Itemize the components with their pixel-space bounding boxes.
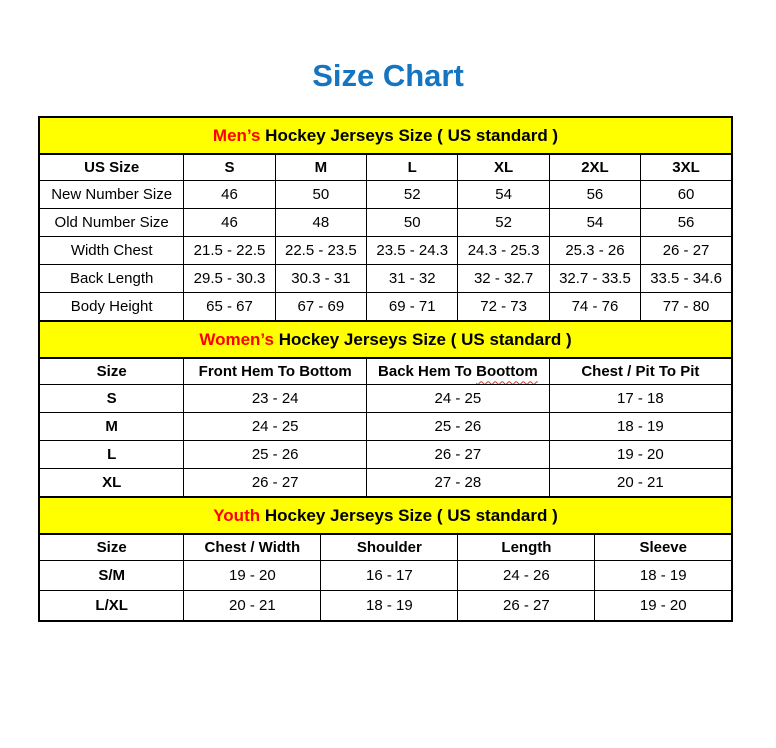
youth-header-row bbox=[39, 534, 732, 561]
table-cell: 24.3 - 25.3 bbox=[458, 237, 549, 265]
table-cell: 27 - 28 bbox=[367, 469, 550, 498]
table-cell: 54 bbox=[549, 209, 640, 237]
size-tables bbox=[38, 116, 733, 622]
table-cell: 24 - 25 bbox=[184, 413, 367, 441]
row-label: New Number Size bbox=[39, 181, 184, 209]
table-cell: 20 - 21 bbox=[549, 469, 732, 498]
youth-size-table bbox=[38, 496, 733, 622]
table-cell: 60 bbox=[641, 181, 732, 209]
table-cell: 46 bbox=[184, 209, 275, 237]
row-label: Old Number Size bbox=[39, 209, 184, 237]
mens-header-cell: XL bbox=[458, 154, 549, 181]
table-cell: 77 - 80 bbox=[641, 293, 732, 322]
table-row bbox=[39, 561, 732, 591]
table-cell: 26 - 27 bbox=[367, 441, 550, 469]
mens-header-cell: 3XL bbox=[641, 154, 732, 181]
youth-banner-highlight: Youth bbox=[213, 505, 261, 525]
mens-banner bbox=[39, 117, 732, 154]
row-label: S bbox=[39, 385, 184, 413]
table-cell: 23 - 24 bbox=[184, 385, 367, 413]
table-cell: 50 bbox=[275, 181, 366, 209]
table-cell: 26 - 27 bbox=[641, 237, 732, 265]
table-cell: 25 - 26 bbox=[367, 413, 550, 441]
mens-header-cell: M bbox=[275, 154, 366, 181]
table-cell: 32.7 - 33.5 bbox=[549, 265, 640, 293]
youth-header-cell: Sleeve bbox=[595, 534, 732, 561]
table-row bbox=[39, 293, 732, 322]
table-cell: 65 - 67 bbox=[184, 293, 275, 322]
size-chart-page bbox=[0, 56, 776, 622]
table-cell: 21.5 - 22.5 bbox=[184, 237, 275, 265]
row-label: Back Length bbox=[39, 265, 184, 293]
table-cell: 31 - 32 bbox=[367, 265, 458, 293]
mens-header-cell: US Size bbox=[39, 154, 184, 181]
row-label: XL bbox=[39, 469, 184, 498]
mens-header-cell: 2XL bbox=[549, 154, 640, 181]
table-cell: 46 bbox=[184, 181, 275, 209]
table-cell: 23.5 - 24.3 bbox=[367, 237, 458, 265]
mens-header-cell: L bbox=[367, 154, 458, 181]
youth-header-cell: Length bbox=[458, 534, 595, 561]
table-cell: 52 bbox=[458, 209, 549, 237]
table-cell: 19 - 20 bbox=[549, 441, 732, 469]
table-row bbox=[39, 441, 732, 469]
table-cell: 25 - 26 bbox=[184, 441, 367, 469]
table-cell: 19 - 20 bbox=[184, 561, 321, 591]
table-row bbox=[39, 591, 732, 622]
mens-banner-highlight: Men’s bbox=[212, 125, 261, 145]
table-row bbox=[39, 237, 732, 265]
table-cell: 18 - 19 bbox=[549, 413, 732, 441]
table-cell: 52 bbox=[367, 181, 458, 209]
table-cell: 54 bbox=[458, 181, 549, 209]
womens-header-cell: Front Hem To Bottom bbox=[184, 358, 367, 385]
womens-banner-row bbox=[39, 321, 732, 358]
womens-header-row bbox=[39, 358, 732, 385]
table-row bbox=[39, 209, 732, 237]
table-cell: 18 - 19 bbox=[321, 591, 458, 622]
row-label: Width Chest bbox=[39, 237, 184, 265]
table-cell: 30.3 - 31 bbox=[275, 265, 366, 293]
womens-banner-highlight: Women’s bbox=[199, 329, 274, 349]
table-cell: 56 bbox=[549, 181, 640, 209]
youth-banner-row bbox=[39, 497, 732, 534]
table-cell: 69 - 71 bbox=[367, 293, 458, 322]
row-label: L bbox=[39, 441, 184, 469]
table-cell: 20 - 21 bbox=[184, 591, 321, 622]
mens-banner-row bbox=[39, 117, 732, 154]
youth-header-cell: Chest / Width bbox=[184, 534, 321, 561]
row-label: M bbox=[39, 413, 184, 441]
table-row bbox=[39, 469, 732, 498]
table-cell: 18 - 19 bbox=[595, 561, 732, 591]
mens-banner-text: Hockey Jerseys Size ( US standard ) bbox=[260, 125, 559, 145]
table-cell: 26 - 27 bbox=[184, 469, 367, 498]
page-title: Size Chart bbox=[312, 58, 464, 93]
table-cell: 24 - 25 bbox=[367, 385, 550, 413]
row-label: L/XL bbox=[39, 591, 184, 622]
table-cell: 24 - 26 bbox=[458, 561, 595, 591]
table-cell: 16 - 17 bbox=[321, 561, 458, 591]
table-cell: 26 - 27 bbox=[458, 591, 595, 622]
womens-header-cell: Chest / Pit To Pit bbox=[549, 358, 732, 385]
table-cell: 22.5 - 23.5 bbox=[275, 237, 366, 265]
table-row bbox=[39, 385, 732, 413]
table-cell: 56 bbox=[641, 209, 732, 237]
row-label: S/M bbox=[39, 561, 184, 591]
womens-banner-text: Hockey Jerseys Size ( US standard ) bbox=[273, 329, 572, 349]
youth-header-cell: Shoulder bbox=[321, 534, 458, 561]
mens-header-cell: S bbox=[184, 154, 275, 181]
womens-size-table bbox=[38, 320, 733, 498]
table-cell: 17 - 18 bbox=[549, 385, 732, 413]
table-cell: 33.5 - 34.6 bbox=[641, 265, 732, 293]
table-cell: 25.3 - 26 bbox=[549, 237, 640, 265]
womens-header-cell: Size bbox=[39, 358, 184, 385]
table-cell: 74 - 76 bbox=[549, 293, 640, 322]
misspelled-word: Boottom bbox=[476, 363, 538, 381]
table-cell: 29.5 - 30.3 bbox=[184, 265, 275, 293]
youth-header-cell: Size bbox=[39, 534, 184, 561]
womens-banner bbox=[39, 321, 732, 358]
table-row bbox=[39, 413, 732, 441]
table-row bbox=[39, 265, 732, 293]
table-cell: 19 - 20 bbox=[595, 591, 732, 622]
youth-banner-text: Hockey Jerseys Size ( US standard ) bbox=[260, 505, 558, 525]
mens-header-row bbox=[39, 154, 732, 181]
mens-size-table bbox=[38, 116, 733, 322]
womens-header-cell: Back Hem To Boottom bbox=[367, 358, 550, 385]
table-cell: 32 - 32.7 bbox=[458, 265, 549, 293]
youth-banner bbox=[39, 497, 732, 534]
table-cell: 72 - 73 bbox=[458, 293, 549, 322]
table-cell: 48 bbox=[275, 209, 366, 237]
table-row bbox=[39, 181, 732, 209]
table-cell: 67 - 69 bbox=[275, 293, 366, 322]
row-label: Body Height bbox=[39, 293, 184, 322]
table-cell: 50 bbox=[367, 209, 458, 237]
